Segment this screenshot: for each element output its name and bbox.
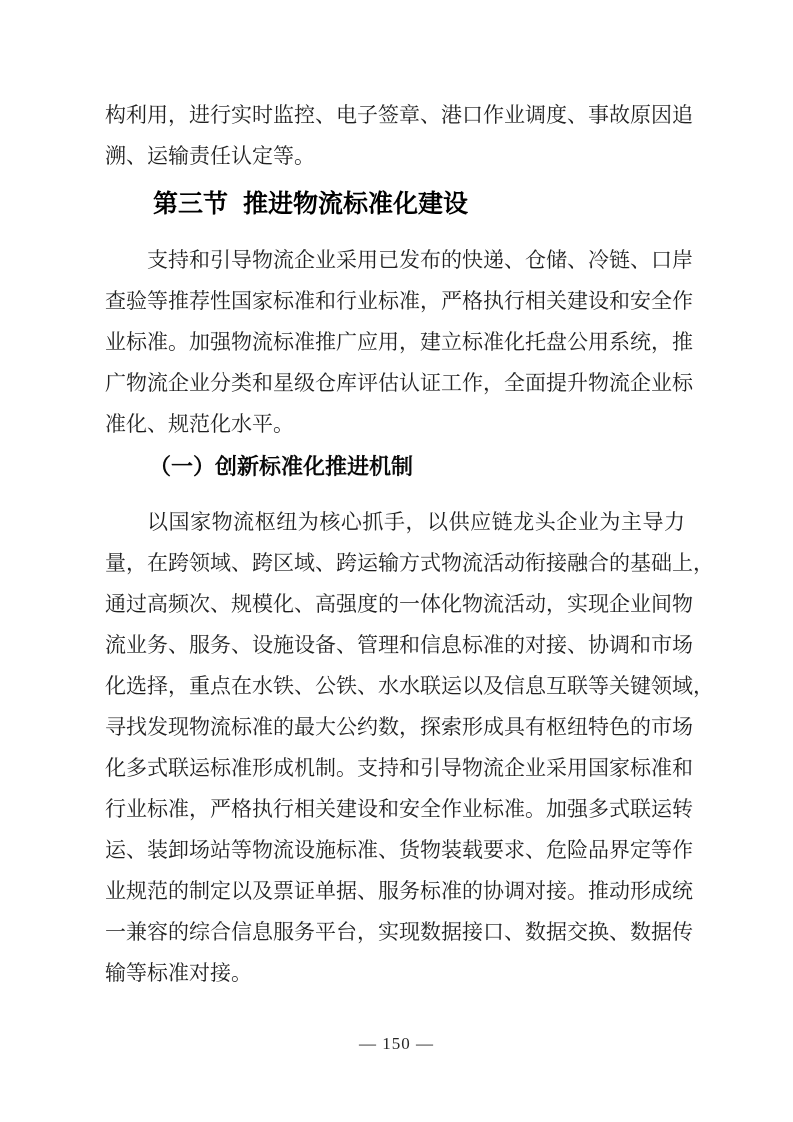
section-heading: 第三节 推进物流标准化建设	[153, 190, 468, 218]
text-line: 化选择，重点在水铁、公铁、水水联运以及信息互联等关键领域，	[105, 674, 714, 698]
paragraph-continuation	[105, 95, 693, 177]
text-line: 广物流企业分类和星级仓库评估认证工作，全面提升物流企业标	[105, 371, 693, 395]
text-line: 准化、规范化水平。	[105, 412, 294, 436]
text-line: 溯、运输责任认定等。	[105, 144, 315, 168]
text-line: 构利用，进行实时监控、电子签章、港口作业调度、事故原因追	[105, 103, 693, 127]
text-line: 流业务、服务、设施设备、管理和信息标准的对接、协调和市场	[105, 633, 693, 657]
text-line: 量，在跨领域、跨区域、跨运输方式物流活动衔接融合的基础上，	[105, 551, 714, 575]
subsection-heading: （一）创新标准化推进机制	[149, 454, 414, 479]
text-line: 通过高频次、规模化、高强度的一体化物流活动，实现企业间物	[105, 592, 693, 616]
text-line: 业标准。加强物流标准推广应用，建立标准化托盘公用系统，推	[105, 330, 693, 354]
text-line: 支持和引导物流企业采用已发布的快递、仓储、冷链、口岸	[147, 248, 693, 272]
text-line: 寻找发现物流标准的最大公约数，探索形成具有枢纽特色的市场	[105, 715, 693, 739]
paragraph-section-intro	[105, 240, 693, 445]
text-line: 查验等推荐性国家标准和行业标准，严格执行相关建设和安全作	[105, 289, 693, 313]
text-line: 输等标准对接。	[105, 961, 252, 985]
text-line: 以国家物流枢纽为核心抓手，以供应链龙头企业为主导力	[147, 510, 685, 534]
text-line: 行业标准，严格执行相关建设和安全作业标准。加强多式联运转	[105, 797, 693, 821]
text-line: 一兼容的综合信息服务平台，实现数据接口、数据交换、数据传	[105, 920, 693, 944]
paragraph-subsection-body	[105, 502, 714, 994]
text-line: 化多式联运标准形成机制。支持和引导物流企业采用国家标准和	[105, 756, 693, 780]
text-line: 运、装卸场站等物流设施标准、货物装载要求、危险品界定等作	[105, 838, 693, 862]
text-line: 业规范的制定以及票证单据、服务标准的协调对接。推动形成统	[105, 879, 693, 903]
page-number: — 150 —	[359, 1034, 434, 1053]
